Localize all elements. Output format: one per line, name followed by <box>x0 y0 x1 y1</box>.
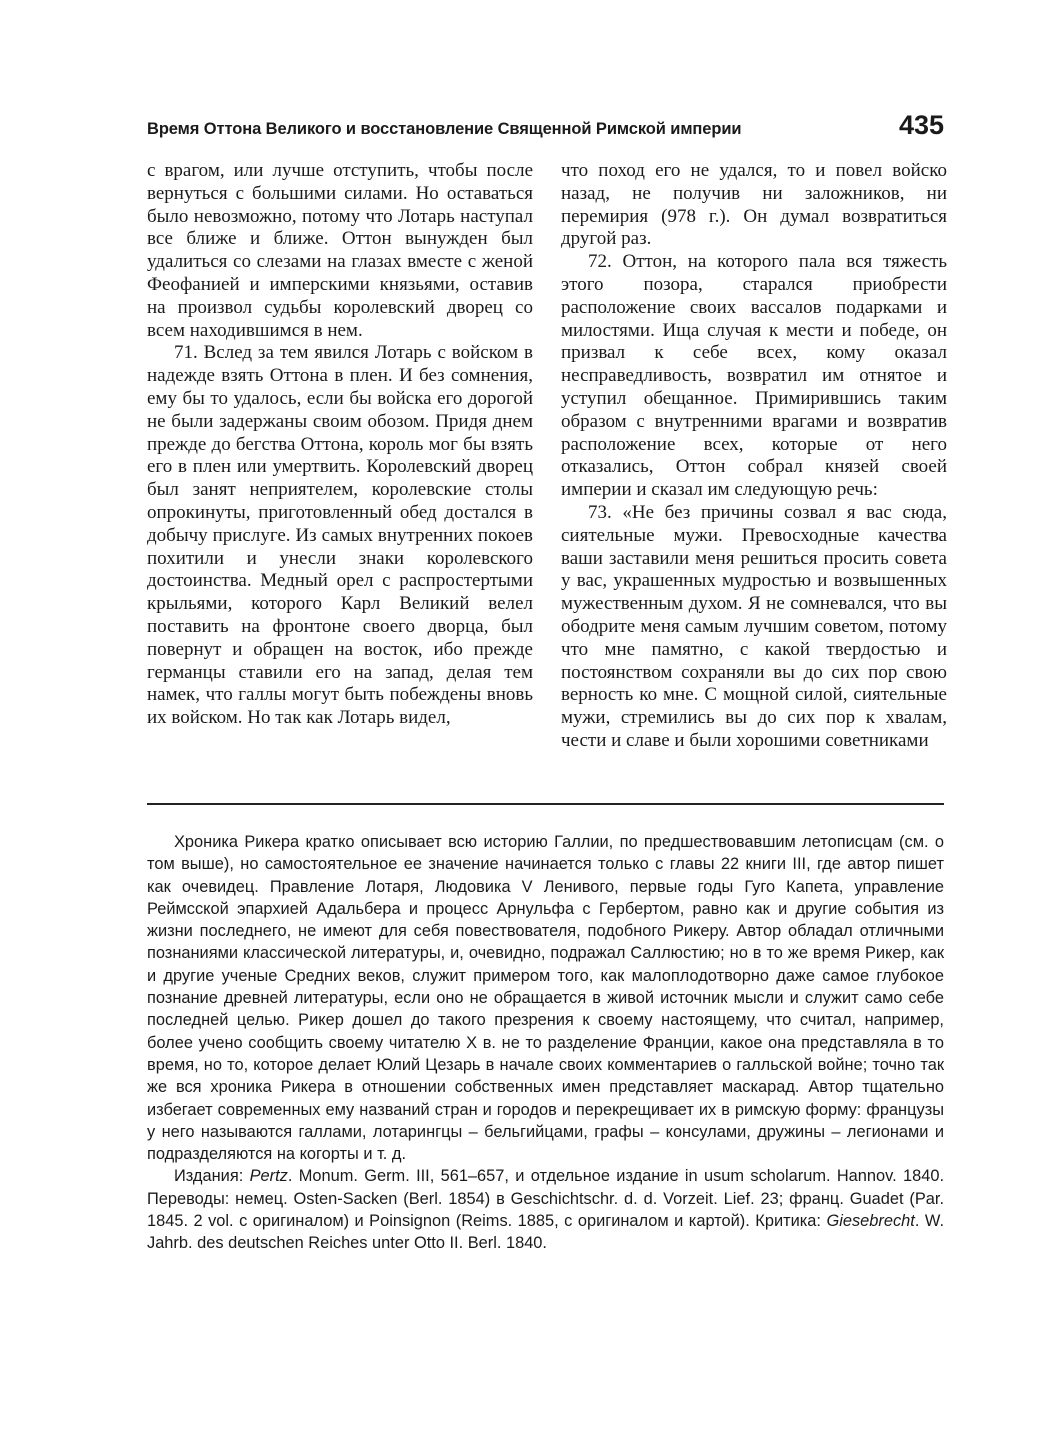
page-header <box>147 110 944 150</box>
editions-text: . Monum. Germ. III, 561–657, и отдельное издание in usum scholarum. Hannov. 1840. Переводы: немец. Osten-Sacken (Berl. 1854) в Geschichtschr. d. d. Vorzeit. Lief. 23; франц. Guadet (Par. 1845. 2 vol. с оригиналом) и Poinsignon (Reims. 1885, с оригиналом и картой). Критика: <box>147 1167 945 1231</box>
running-title: Время Оттона Великого и восстановление Священной Римской империи <box>147 120 742 138</box>
paragraph-72: 72. Оттон, на которого пала вся тяжесть этого позора, старался приобрести расположение своих вассалов подарками и милостями. Ища случая к мести и победе, он призвал к себе всех, кому оказал несправедливость, возвратил им отнятое и уступил обещанное. Примирившись таким образом с внутренними врагами и возвратив расположение всех, которые от него отказались, Оттон собрал князей своей империи и сказал им следующую речь: <box>561 251 947 501</box>
editions-text: . W. Jahrb. des deutschen Reiches unter Otto II. Berl. 1840. <box>147 1212 944 1253</box>
editions-text: Издания: <box>174 1167 250 1186</box>
paragraph-73: 73. «Не без причины созвал я вас сюда, сиятельные мужи. Превосходные качества ваши заставили меня решиться просить совета у вас, украшенных мудростью и возвышенных мужественным духом. Я не сомневался, что вы ободрите меня самым лучшим советом, потому что мне памятно, с какой твердостью и постоянством сохраняли вы до сих пор свою верность ко мне. С мощной силой, сиятельные мужи, стремились вы до сих пор к хвалам, чести и славе и были хорошими советниками <box>561 501 947 751</box>
footnote-paragraph: Хроника Рикера кратко описывает всю историю Галлии, по предшествовавшим летописцам (см. о том выше), но самостоятельное ее значение начинается только с главы 22 книги III, где автор пишет как очевидец. Правление Лотаря, Людовика V Ленивого, первые годы Гуго Капета, управление Реймсской эпархией Адальбера и процесс Арнульфа с Гербертом, равно как и другие события из жизни последнего, не имеют для себя повествователя, подобного Рикеру. Автор обладал отличными познаниями классической литературы, и, очевидно, подражал Саллюстию; но в то же время Рикер, как и другие ученые Средних веков, служит примером того, как малоплодотворно даже самое глубокое познание древней литературы, если оно не обращается в живой источник мысли и служит само себе последней целью. Рикер дошел до такого презрения к своему настоящему, что считал, например, более учено сообщить своему читателю X в. не то разделение Франции, какое она представляла в то время, но то, которое делает Юлий Цезарь в начале своих комментариев о галльской войне; точно так же вся хроника Рикера в отношении собственных имен представляет маскарад. Автор тщательно избегает современных ему названий стран и городов и перекрещивает их в римскую форму: французы у него называются галлами, лотарингцы – бельгийцами, графы – консулами, дружины – легионами и подразделяются на когорты и т. д. <box>147 833 944 1164</box>
editions-paragraph <box>147 1165 944 1254</box>
paragraph-71: 71. Вслед за тем явился Лотарь с войском в надежде взять Оттона в плен. И без сомнения, ему бы то удалось, если бы войска его дорогой не были задержаны своим обозом. Придя днем прежде до бегства Оттона, король мог бы взять его в плен или умертвить. Королевский дворец был занят неприятелем, королевские столы опрокинуты, приготовленный обед достался в добычу прислуге. Из самых внутренних покоев похитили и унесли знаки королевского достоинства. Медный орел с распростертыми крыльями, которого Карл Великий велел поставить на фронтоне своего дворца, был повернут и обращен на восток, ибо прежде германцы ставили его на запад, делая тем намек, что галлы могут быть побеждены вновь их войском. Но так как Лотарь видел, <box>147 342 533 729</box>
paragraph: с врагом, или лучше отступить, чтобы после вернуться с большими силами. Но оставаться было невозможно, потому что Лотарь наступал все ближе и ближе. Оттон вынужден был удалиться со слезами на глазах вместе с женой Феофанией и имперскими князьями, оставив на произвол судьбы королевский дворец со всем находившимся в нем. <box>147 160 533 341</box>
left-column <box>147 160 533 730</box>
main-text <box>147 160 947 785</box>
author-name: Pertz <box>249 1167 288 1186</box>
author-name: Giesebrecht <box>826 1212 915 1231</box>
page-number: 435 <box>898 110 944 140</box>
right-column <box>561 160 947 753</box>
footnote <box>147 831 944 1255</box>
footnote-divider <box>147 803 944 805</box>
paragraph: что поход его не удался, то и повел войско назад, не получив ни заложников, ни перемирия (978 г.). Он думал возвратиться другой раз. <box>561 160 947 250</box>
